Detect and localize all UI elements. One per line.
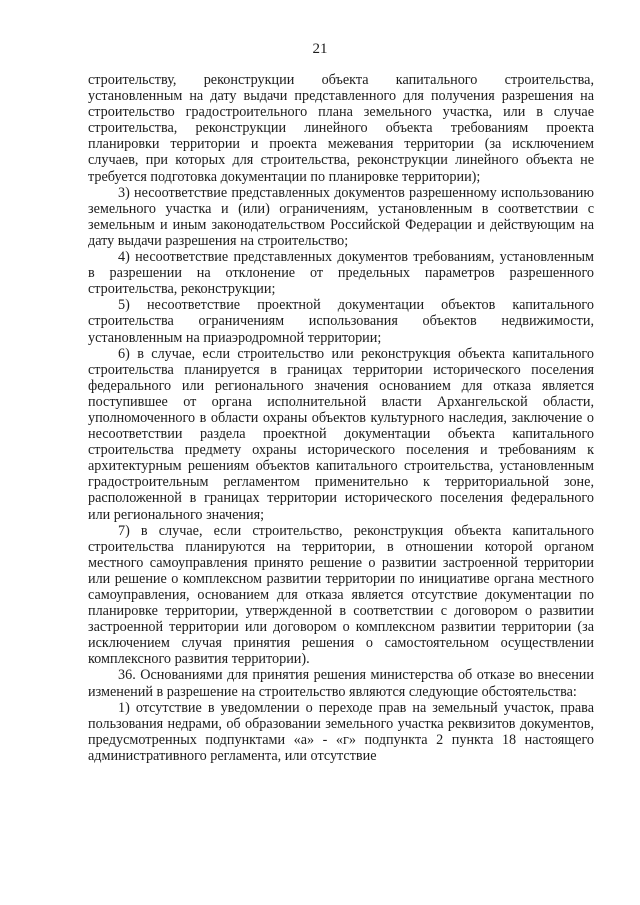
page-number: 21 (312, 41, 328, 57)
body-text (88, 72, 594, 764)
paragraph-item-3: 3) несоответствие представленных документов разрешенному использованию земельного участка и (или) ограничениям, установленным в соответствии с земельным и иным законодательством Российской Федерации и действующим на дату выдачи разрешения на строительство; (88, 184, 594, 249)
paragraph-continuation: строительству, реконструкции объекта капитального строительства, установленным на дату выдачи представленного для получения разрешения на строительство градостроительного плана земельного участка, или в случае строительства, реконструкции линейного объекта требованиям проекта планировки территории и проекта межевания территории (за исключением случаев, при которых для строительства, реконструкции линейного объекта не требуется подготовка документации по планировке территории); (88, 72, 594, 185)
paragraph-section-36: 36. Основаниями для принятия решения министерства об отказе во внесении изменений в разрешение на строительство являются следующие обстоятельства: (88, 667, 594, 700)
paragraph-item-4: 4) несоответствие представленных документов требованиям, установленным в разрешении на отклонение от предельных параметров разрешенного строительства, реконструкции; (88, 249, 594, 298)
paragraph-item-5: 5) несоответствие проектной документации объектов капитального строительства ограничениям использования объектов недвижимости, установленным на приаэродромной территории; (88, 297, 594, 346)
paragraph-item-6: 6) в случае, если строительство или реконструкция объекта капитального строительства планируется в границах территории исторического поселения федерального или регионального значения основанием для отказа является поступившее от органа исполнительной власти Архангельской области, уполномоченного в области охраны объектов культурного наследия, заключение о несоответствии раздела проектной документации объекта капитального строительства предмету охраны исторического поселения и требованиям к архитектурным решениям объектов капитального строительства, установленным градостроительным регламентом применительно к территориальной зоне, расположенной в границах территории исторического поселения федерального или регионального значения; (88, 345, 594, 523)
paragraph-section-36-item-1: 1) отсутствие в уведомлении о переходе прав на земельный участок, права пользования недрами, об образовании земельного участка реквизитов документов, предусмотренных подпунктами «а» - «г» подпункта 2 пункта 18 настоящего административного регламента, или отсутствие (88, 699, 594, 764)
paragraph-item-7: 7) в случае, если строительство, реконструкция объекта капитального строительства планируются на территории, в отношении которой органом местного самоуправления принято решение о развитии застроенной территории или решение о комплексном развитии территории по инициативе органа местного самоуправления, основанием для отказа является отсутствие документации по планировке территории, утвержденной в соответствии с договором о развитии застроенной территории или договором о комплексном развитии территории (за исключением случая принятия решения о самостоятельном осуществлении комплексного развития территории). (88, 522, 594, 668)
